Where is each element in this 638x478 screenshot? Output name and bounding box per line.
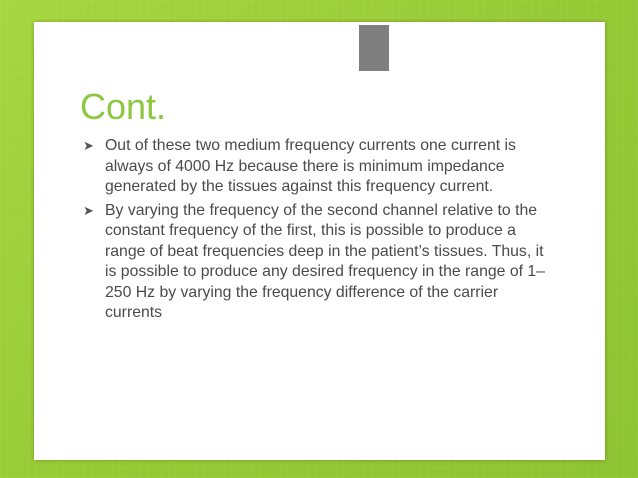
slide-title: Cont. — [80, 86, 167, 127]
arrowhead-bullet-icon: ➤ — [83, 138, 94, 153]
arrowhead-bullet-icon: ➤ — [83, 202, 94, 218]
bullet-item — [80, 201, 550, 324]
bullet-list — [80, 136, 550, 327]
bullet-text: By varying the frequency of the second channel relative to the constant frequency of the first, this is possible to produce a range of beat frequencies deep in the patient’s tissues. Thus, it is possible to produce any desired frequency in the range of 1–250 Hz by varying the frequency difference of the carrier currents — [105, 201, 545, 321]
decorative-tab — [356, 22, 392, 74]
bullet-text: Out of these two medium frequency currents one current is always of 4000 Hz because there is minimum impedance generated by the tissues against this frequency current. — [105, 137, 516, 195]
bullet-item — [80, 136, 550, 198]
